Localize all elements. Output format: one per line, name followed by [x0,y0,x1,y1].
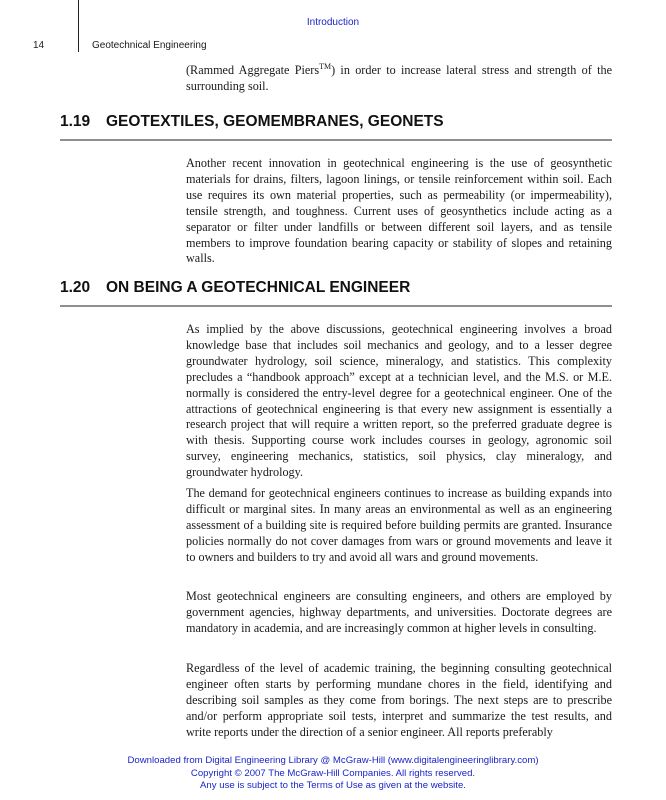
paragraph-knowledge-base: As implied by the above discussions, geotechnical engineering involves a broad knowledge base that includes soil mechanics and geology, and to a lesser degree groundwater hydrology, soil science, mineralogy, and statistics. This complexity precludes a “handbook approach” except at a technician level, and the M.S. or M.E. normally is considered the entry-level degree for a geotechnical engineer. One of the attractions of geotechnical engineering is that every new assignment is essentially a research project that will require a written report, so the preferred graduate degree is with thesis. Supporting course work includes courses in geology, agronomic soil survey, engineering mechanics, statistics, soil physics, clay mineralogy, and groundwater hydrology. [186,322,612,480]
section-heading-1-19 [60,113,612,141]
footer-terms-line[interactable]: Any use is subject to the Terms of Use as given at the website. [200,780,466,791]
footer-download-line[interactable]: Downloaded from Digital Engineering Library @ McGraw-Hill (www.digitalengineeringlibrary.com) [127,755,539,766]
paragraph-career-path: Regardless of the level of academic training, the beginning consulting geotechnical engineer often starts by performing mundane chores in the field, identifying and describing soil samples as they come from borings. The next steps are to prescribe and/or perform appropriate soil tests, interpret and summarize the test results, and write reports under the direction of a senior engineer. All reports preferably [186,661,612,739]
trademark-superscript: TM [319,61,332,71]
section-title-text: ON BEING A GEOTECHNICAL ENGINEER [106,279,411,296]
section-number: 1.20 [60,279,91,296]
continuation-text-before: (Rammed Aggregate Piers [186,63,320,77]
footer-copyright-line: Copyright © 2007 The McGraw-Hill Companies. All rights reserved. [190,767,476,779]
section-number: 1.19 [60,113,91,130]
footer-notice [0,755,666,793]
section-title-text: GEOTEXTILES, GEOMEMBRANES, GEONETS [106,113,444,130]
section-heading-1-20 [60,279,612,307]
running-head: Introduction [306,17,360,28]
header-vertical-rule [78,0,79,52]
continuation-paragraph [186,63,612,95]
paragraph-employment: Most geotechnical engineers are consulting engineers, and others are employed by government agencies, highway departments, and universities. Doctorate degrees are mandatory in academia, and are increasingly common at higher levels in consulting. [186,589,612,635]
book-title: Geotechnical Engineering [92,40,207,51]
paragraph-demand: The demand for geotechnical engineers continues to increase as building expands into difficult or marginal sites. In many areas an environmental as well as an engineering assessment of a building site is required before building permits are granted. Insurance policies normally do not cover damages from wars or ground movements and leave it to owners and builders to try and avoid all wars and ground movements. [186,486,612,564]
page-number: 14 [33,40,45,51]
paragraph-geosynthetics: Another recent innovation in geotechnical engineering is the use of geosynthetic materials for drains, filters, lagoon linings, or tensile reinforcement within soil. Each use requires its own material properties, such as permeability (or impermeability), tensile strength, and toughness. Current uses of geosynthetics include acting as a separator or filter under landfills or between different soil layers, and as tensile members to improve foundation bearing capacity or stability of slopes and retaining walls. [186,156,612,266]
continuation-text-after: ) in order to increase lateral stress and strength of the surrounding soil. [186,63,612,93]
